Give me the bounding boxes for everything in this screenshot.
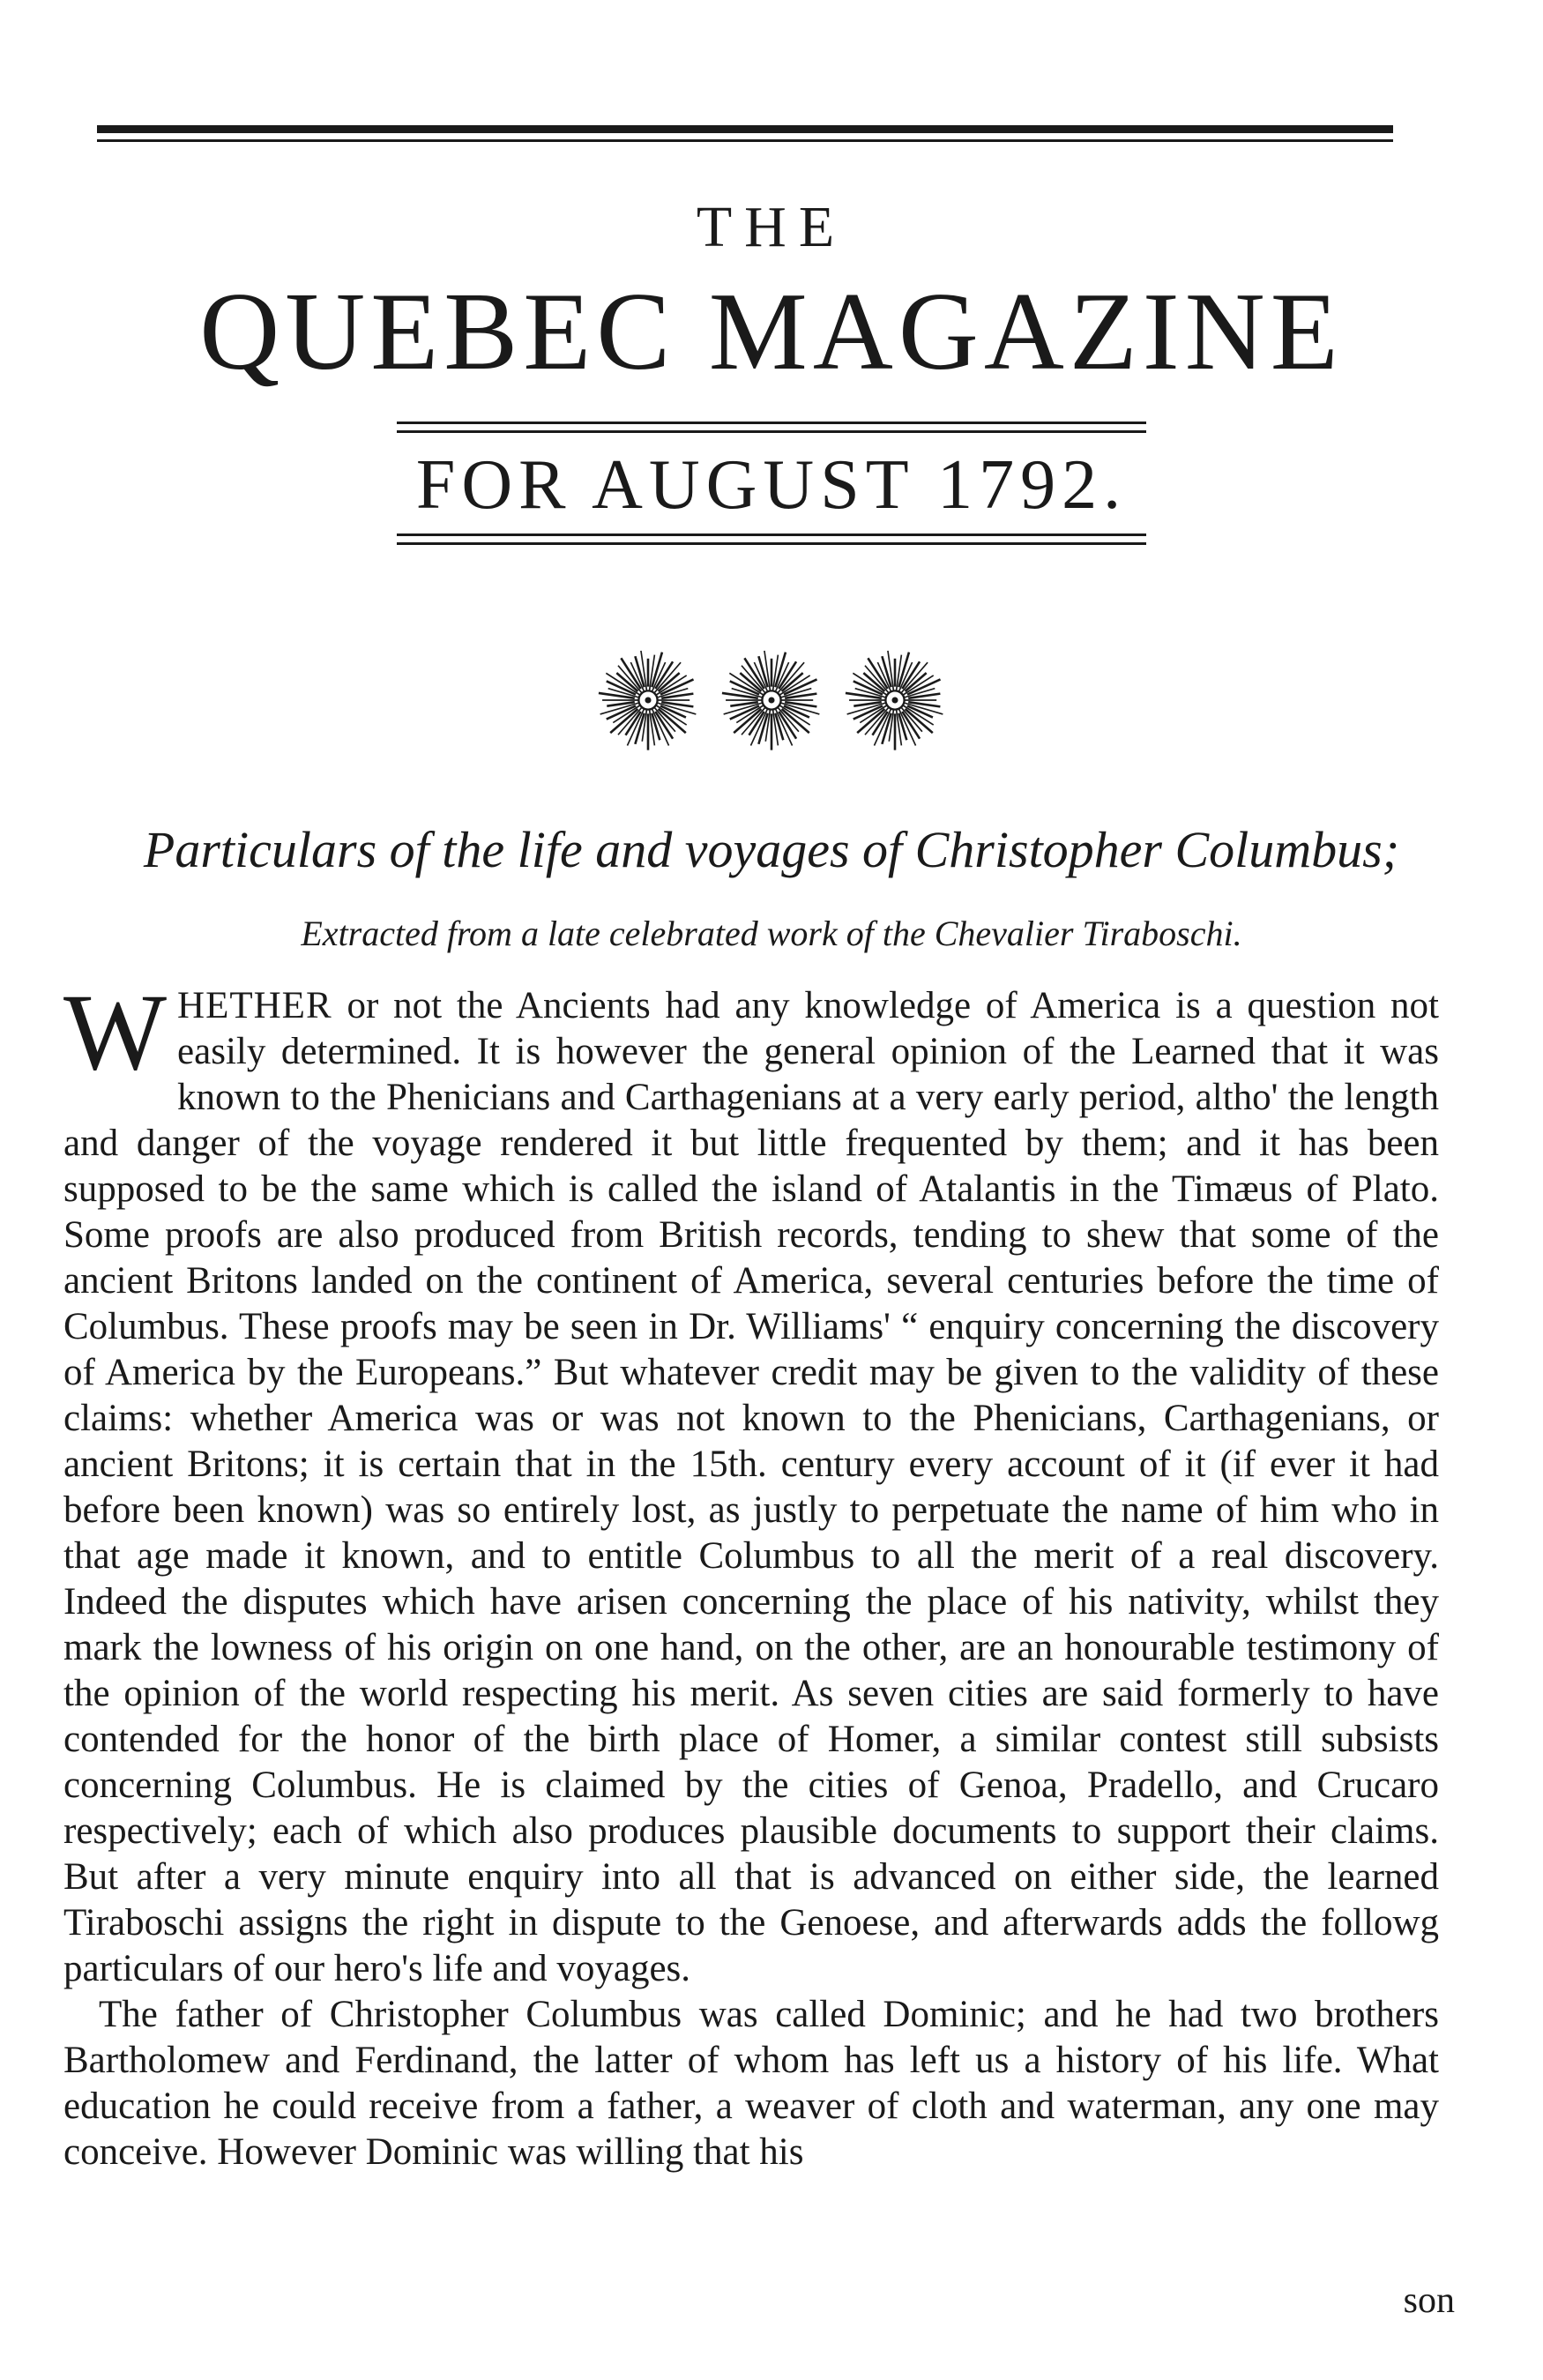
article-subtitle: Extracted from a late celebrated work of the Chevalier Tiraboschi. xyxy=(301,914,1242,953)
subhead-rule-top-2 xyxy=(397,430,1146,433)
subhead-rule-bottom-2 xyxy=(397,542,1146,545)
ornament-row xyxy=(0,648,1543,752)
masthead-the: THE xyxy=(696,195,847,259)
article-body xyxy=(63,972,1439,2175)
drop-cap: W xyxy=(63,972,168,1093)
paragraph-1-text: or not the Ancients had any knowledge of America is a question not easily determined. It is however the general opinion of the Learned that it was known to the Phenicians and Carthagenians at a very early period, altho' the length and danger of the voyage rendered it but little frequented by them; and it has been supposed to be the same which is called the island of Atalantis in the Timæus of Plato. Some proofs are also produced from British records, tending to shew that some of the ancient Britons landed on the continent of America, several centuries before the time of Columbus. These proofs may be seen in Dr. Williams' “ enquiry concerning the discovery of America by the Europeans.” But whatever credit may be given to the validity of these claims: whether America was or was not known to the Phenicians, Carthagenians, or ancient Britons; it is certain that in the 15th. century every account of it (if ever it had before been known) was so entirely lost, as justly to perpetuate the name of him who in that age made it known, and to entitle Columbus to all the merit of a real discovery. Indeed the disputes which have arisen concerning the place of his nativity, whilst they mark the lowness of his origin on one hand, on the other, are an honourable testimony of the opinion of the world respecting his merit. As seven cities are said formerly to have contended for the honor of the birth place of Homer, a similar contest still subsists concerning Columbus. He is claimed by the cities of Genoa, Pradello, and Crucaro respectively; each of which also produces plausible documents to support their claims. But after a very minute enquiry into all that is advanced on either side, the learned Tiraboschi assigns the right in dispute to the Genoese, and afterwards adds the followg particulars of our hero's life and voyages. xyxy=(63,985,1439,1989)
sunburst-ornament-icon xyxy=(719,648,824,752)
headword: HETHER xyxy=(177,985,332,1026)
sunburst-ornament-icon xyxy=(843,648,947,752)
paragraph-2: The father of Christopher Columbus was called Dominic; and he had two brothers Bartholomew and Ferdinand, the latter of whom has left us a history of his life. What education he could receive from a father, a weaver of cloth and waterman, any one may conceive. However Dominic was willing that his xyxy=(63,1994,1439,2173)
sunburst-ornament-icon xyxy=(596,648,700,752)
masthead-title: QUEBEC MAGAZINE xyxy=(199,271,1344,393)
article-title: Particulars of the life and voyages of Christopher Columbus; xyxy=(143,821,1400,878)
subhead-rule-top-1 xyxy=(397,422,1146,424)
issue-date: FOR AUGUST 1792. xyxy=(415,446,1128,524)
top-rule-thick xyxy=(97,125,1393,133)
subhead-rule-bottom-1 xyxy=(397,533,1146,536)
top-rule-thin xyxy=(97,139,1393,142)
paragraph-1 xyxy=(63,972,1439,1992)
catchword: son xyxy=(1403,2280,1455,2321)
